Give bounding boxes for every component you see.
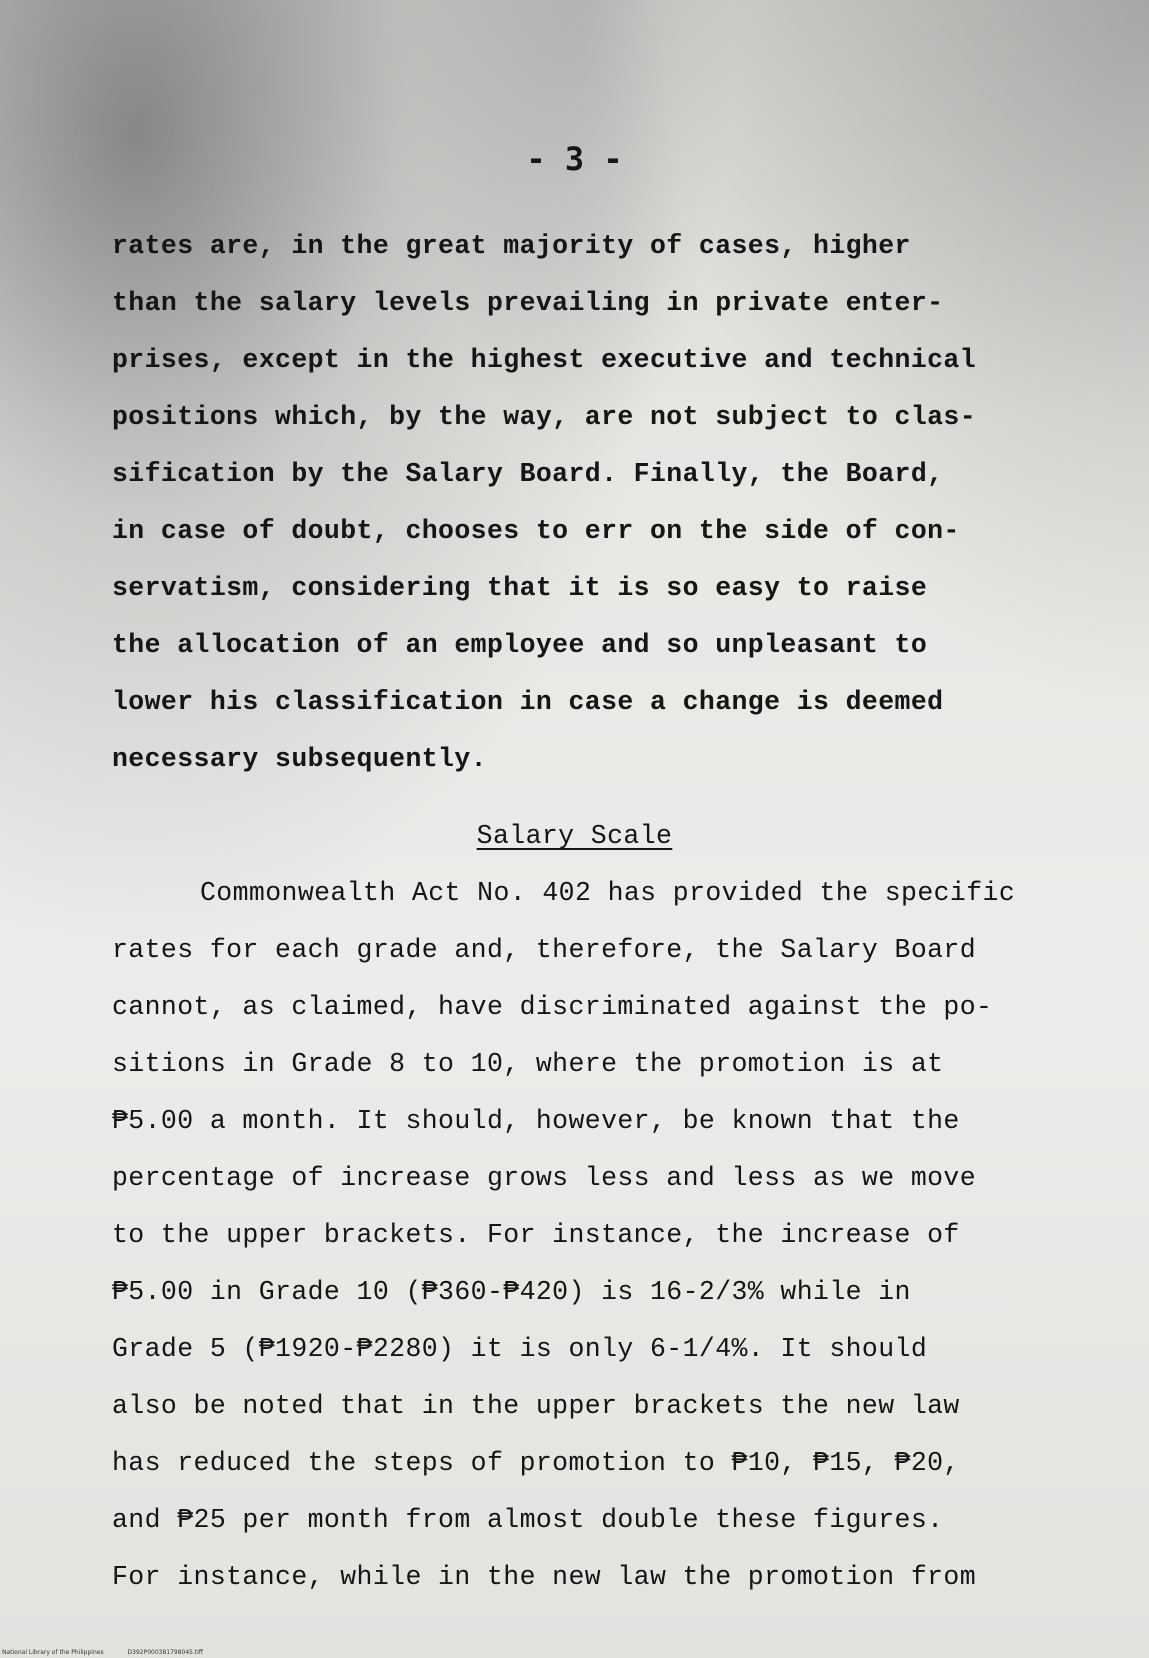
paragraph-line: Grade 5 (₱1920-₱2280) it is only 6-1/4%. It should [112, 1334, 928, 1364]
paragraph-line: sitions in Grade 8 to 10, where the promotion is at [112, 1049, 944, 1079]
paragraph-line: Commonwealth Act No. 402 has provided the specific [200, 878, 1016, 908]
paragraph-line: sification by the Salary Board. Finally, the Board, [112, 459, 944, 489]
scan-footer [2, 1649, 225, 1656]
paragraph-line: prises, except in the highest executive and technical [112, 345, 977, 375]
section-heading-text: Salary Scale [476, 821, 673, 851]
paragraph-line: ₱5.00 a month. It should, however, be known that the [112, 1106, 960, 1136]
page-number: - 3 - [526, 140, 623, 178]
paragraph-line: cannot, as claimed, have discriminated against the po- [112, 992, 993, 1022]
paragraph-line: in case of doubt, chooses to err on the side of con- [112, 516, 960, 546]
paragraph-line: than the salary levels prevailing in private enter- [112, 288, 944, 318]
footer-source: National Library of the Philippines [2, 1649, 104, 1656]
footer-file: D392P000381798045.tiff [127, 1649, 204, 1656]
paragraph-line: servatism, considering that it is so easy to raise [112, 573, 928, 603]
paragraph-line: necessary subsequently. [112, 744, 487, 774]
paragraph-1 [112, 218, 1059, 788]
paragraph-line: rates are, in the great majority of cases, higher [112, 231, 911, 261]
section-heading [0, 818, 1149, 854]
paragraph-line: For instance, while in the new law the promotion from [112, 1562, 977, 1592]
paragraph-line: and ₱25 per month from almost double these figures. [112, 1505, 944, 1535]
paragraph-2 [112, 865, 1059, 1606]
paragraph-line: percentage of increase grows less and less as we move [112, 1163, 977, 1193]
paragraph-line: lower his classification in case a change is deemed [112, 687, 944, 717]
paragraph-line: also be noted that in the upper brackets the new law [112, 1391, 960, 1421]
paragraph-line: to the upper brackets. For instance, the increase of [112, 1220, 960, 1250]
paragraph-line: has reduced the steps of promotion to ₱10, ₱15, ₱20, [112, 1448, 960, 1478]
paragraph-line: ₱5.00 in Grade 10 (₱360-₱420) is 16-2/3% while in [112, 1277, 911, 1307]
paragraph-line: positions which, by the way, are not subject to clas- [112, 402, 977, 432]
paragraph-line: rates for each grade and, therefore, the Salary Board [112, 935, 977, 965]
paragraph-line: the allocation of an employee and so unpleasant to [112, 630, 928, 660]
